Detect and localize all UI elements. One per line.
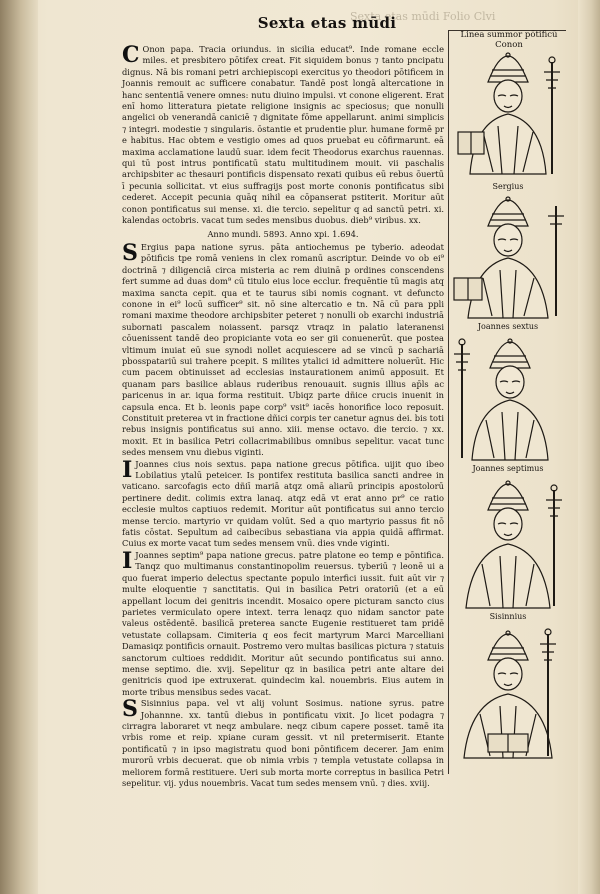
paragraph-text: Ergius papa natione syrus. pāta antiochemus pe tyberio. adeodat pōtificis tpe romā veniens in clex romanū ascriptur. Deinde vo ob ei⁹ doctrinā ⁊ diligenciā circa misteria ac rem diuinā p ordines conscendens fert summe ad duas dom⁹ cū titulo eius loce ecclur. frequēntie tū magis atq maxima sancta cepit. qua et te taurus sibi nomis cognant. vt defuncto conone in ei⁹ locū sufficer⁹ sit. nō sine altercatio e tn. Nā cū para ppli romani maxime theodore archipsbiter peteret ⁊ nonulli ob exarchi industriā subornati pascalem noiassent. parsqz vtraqz in palatio lateranensi cōuenissent tandē deo propiciante vota eo ser gii conuenerūt. que postea vltimum inuiat eū sue synodi nollet acquiescere ad se vincū p sachariā pbosspatariū sui trahere pcepit. S milites ytalici id admittere noluerūt. Hic cum pacem obtinuisset ad ecclesias instaurationem animū apposuit. Et quanam pars basilice ablaus ruderibus renouauit. sugnis illius ap̄ls ac paricenus in ar. iqua forma restituit. Ubiqz parte dñice crucis inuenit in capsula enca. Et b. leonis pape corp⁹ vsit⁹ iacēs honorifice loco reposuit. Constituit preterea vt in fractione dñici corpis ter canetur agnus dei. bis toti rebus insignis pontificatus sui anno. xiii. mense octavo. die tercio. ⁊ xx. moxit. Et in basilica Petri collacrimabilibus omnibus sepelitur. vacat tunc sedes mensem vnu diebus viginti. bbox=[122, 241, 444, 458]
paragraph-text: Joannes cius nois sextus. papa natione grecus pōtifica. uijit quo ibeo Lobilatius ytalū peteicer. Is pontifex restituta basilica sancti andree in vaticano. sarcofagis ecto dñiī mariā atqz omā aliarū principis apostolorū pertinere dedit. colimis extra lanaq. atqz edā vt erat anno pr⁹ ce ratio ecclesie multos captiuos redemit. Moritur aūt pontificatus sui anno tercio mense tercio. martyrio vr quidam volūt. Sed a quo martyrio passus fit nō fatis cōstat. Sepultum ad caibecibus sebastiana via appia quidā affirmat. Cuius ex morte vacat tum sedes mensem vnū. dies vnde viginti. bbox=[122, 458, 444, 549]
portrait-label: Joannes sextus bbox=[477, 322, 539, 331]
paragraph-sisinnius bbox=[122, 698, 444, 789]
bleed-through-text: Sexta etas mūdi Folio Clvi bbox=[350, 10, 496, 23]
drop-cap: I bbox=[122, 547, 133, 574]
pope-portrait-icon bbox=[448, 476, 568, 610]
paragraph-text: Onon papa. Tracia oriundus. in sicilia educat⁹. Inde romane eccle miles. et presbitero pōtifex creat. Fit siquidem bonus ⁊ tanto pncipatu dignus. Nā bis romani petri archiepiscopi exercitus yo theodori pōtificem in Joannis remouit ac sufficere conabatur. Tandē post longā altercatione in hanc sententiā venere omnes: nutu diuino impulsi. vt conone eligerent. Erat enī homo litteratura pietate religione insignis ac speciosus; que nonulli angelici ob venerandā caniciē ⁊ dignitate fōme appellarunt. animi simplicis ⁊ integri. modestie ⁊ singularis. ōstantie et prudentie plur. humane formē pr e habitus. Hac obtem e vestigio omes ad quos pruebat eu cōfirmarunt. eā maxima acclamatione laudū suar. idem fecit Theodorus exarchus rauennas. qui tū post intrus pontificatū statu multitudinem mouit. vii paschalis archipsbiter ac thesauri pontificis dispensato rexati quibus eū rebus ōuertū ī pecunia sollicitat. vt eius suffragijs post morte cononis pontificatus sibi cederet. Accepit pecunia quāq nihil ea cōpanserat pstiterit. Moritur aūt conon pontificatus sui mense. xi. die tercio. sepelitur q ad sanctū petri. xi. kalendas octobris. vacat tum sedes mensibus duobus. dieb⁹ viribus. xx. bbox=[122, 44, 444, 226]
portrait-label: Sergius bbox=[492, 182, 524, 191]
pope-portrait-icon bbox=[448, 334, 568, 462]
book-binding-shadow bbox=[0, 0, 38, 894]
pope-portrait-icon bbox=[448, 194, 568, 320]
drop-cap: I bbox=[122, 456, 133, 483]
paragraph-sergius bbox=[122, 239, 444, 459]
drop-cap: S bbox=[122, 696, 138, 723]
column-title-line: Linea summor pōtificū bbox=[460, 30, 558, 40]
year-line: Anno mundi. 5893. Anno xpi. 1.694. bbox=[207, 228, 359, 239]
drop-cap: S bbox=[122, 239, 138, 266]
paragraph-conon bbox=[122, 44, 444, 227]
pope-portrait-icon bbox=[448, 626, 568, 760]
column-title-name: Conon bbox=[495, 40, 523, 50]
pope-portrait-icon bbox=[448, 52, 568, 178]
page-edge bbox=[578, 0, 600, 894]
paragraph-joannes-septimus bbox=[122, 547, 445, 698]
portrait-label: Joannes septimus bbox=[472, 464, 544, 473]
drop-cap: C bbox=[122, 42, 140, 68]
portrait-label: Sisinnius bbox=[489, 612, 527, 621]
main-text-column bbox=[122, 44, 444, 789]
portrait-column-title bbox=[450, 30, 568, 50]
paragraph-joannes-sextus bbox=[122, 456, 444, 550]
page-title: Sexta etas mūdi bbox=[257, 14, 397, 32]
paragraph-text: Sisinnius papa. vel vt alij volunt Sosimus. natione syrus. patre Johannne. xx. tantū diebus in pontificatu vixit. Jo licet podagra ⁊ cirragra laboraret vt neqz ambulare. neqz cibum capere posset. tamē ita vrbis rome et reip. xpiane curam gessit. vt nil pretermiserit. Etante pontificatū ⁊ in ipso magistratu quod boni pōntificem decerer. Jam enim murorū vrbis decuerat. que ob nimia vrbis ⁊ templa vetustate collapsa in meliorem formā restituere. Ueri sub morta morte correptus in basilica Petri sepelitur. vij. ydus nouembris. Vacat tum sedes mensem vnū. ⁊ dies. xviij. bbox=[122, 698, 444, 788]
paragraph-text: Joannes septim⁹ papa natione grecus. patre platone eo temp e pōntifica. Tanqz quo multimanus constantinopolim reuersus. tyberiū ⁊ leonē ui a quo fuerat imperio delectus spectante populo interfici iussit. fuit aūt vir ⁊ multe eloquentie ⁊ sanctitatis. Qui in basilica Petri oratoriū (et a eū appellant locum dei genitris incendit. Mosaico opere picturam sancto cius parietes vermiculato opere intext. terra lenaqz quo nidam sanctor pate valeus ostēdentē. basilicā preterea sancte Eugenie restitueret tam pridē vetustate collapsam. Cimiteria q eos fecit martyrum Marci Marcelliani Damasiqz pontificis ornauit. Postremo vero multas basilicas pictura ⁊ statuis sanctorum cultioes reddidit. Moritur aūt secundo pontificatus sui anno. mense septimo. die. xvij. Sepelitur qz in basilica petri ante altare dei genitricis quod ipe extruxerat. quindecim kal. nouembris. Eius autem in morte tribus mensibus sedes vacat. bbox=[122, 549, 445, 697]
